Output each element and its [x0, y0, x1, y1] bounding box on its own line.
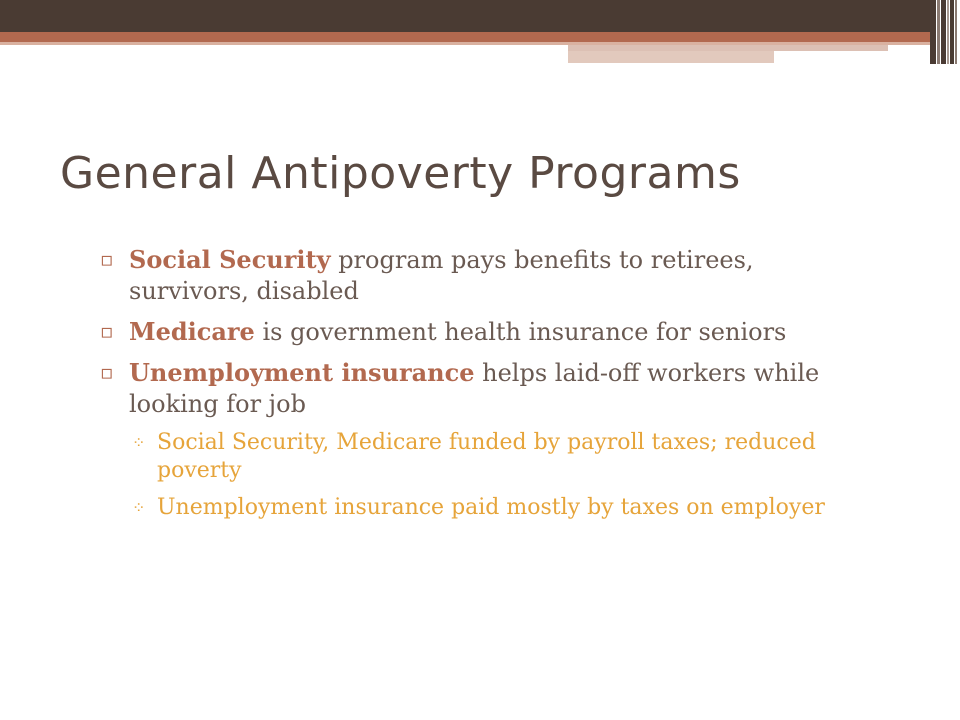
bullet-text: is government health insurance for seniors: [254, 318, 787, 346]
bullet-term: Medicare: [129, 317, 255, 346]
bullet-text: program pays benefits to retirees, survivors, disabled: [129, 246, 754, 305]
sub-bullet-text: Social Security, Medicare funded by payroll taxes; reduced poverty: [157, 430, 816, 483]
header-stripe: [950, 0, 954, 64]
header-stripe: [941, 0, 946, 64]
sub-bullet-text: Unemployment insurance paid mostly by taxes on employer: [157, 495, 825, 520]
bullet-marker: ▫: [100, 247, 114, 271]
bullet-marker: ▫: [100, 319, 114, 343]
header-pale-band-short: [568, 51, 774, 63]
bullet-text: helps laid-off workers while looking for job: [129, 359, 820, 418]
header-stripe: [947, 0, 949, 64]
header-stripe: [937, 0, 940, 64]
bullet-term: Unemployment insurance: [129, 358, 475, 387]
header-stripe: [955, 0, 957, 64]
bullet-unemployment-insurance: [100, 357, 880, 420]
bullet-medicare: [100, 316, 880, 348]
header-stripe: [930, 0, 936, 64]
bullet-social-security: [100, 244, 880, 307]
bullet-list: [100, 244, 880, 531]
header-decoration-bar: [0, 0, 960, 64]
sub-bullet-employer-taxes: [100, 494, 880, 522]
bullet-marker: ▫: [100, 360, 114, 384]
sub-bullet-payroll-taxes: [100, 429, 880, 485]
sub-bullet-marker: ⁘: [132, 433, 146, 452]
slide-title: General Antipoverty Programs: [60, 148, 741, 199]
bullet-term: Social Security: [129, 245, 331, 274]
header-dark-band: [0, 0, 930, 32]
sub-bullet-marker: ⁘: [132, 498, 146, 517]
header-accent-band: [0, 32, 930, 42]
